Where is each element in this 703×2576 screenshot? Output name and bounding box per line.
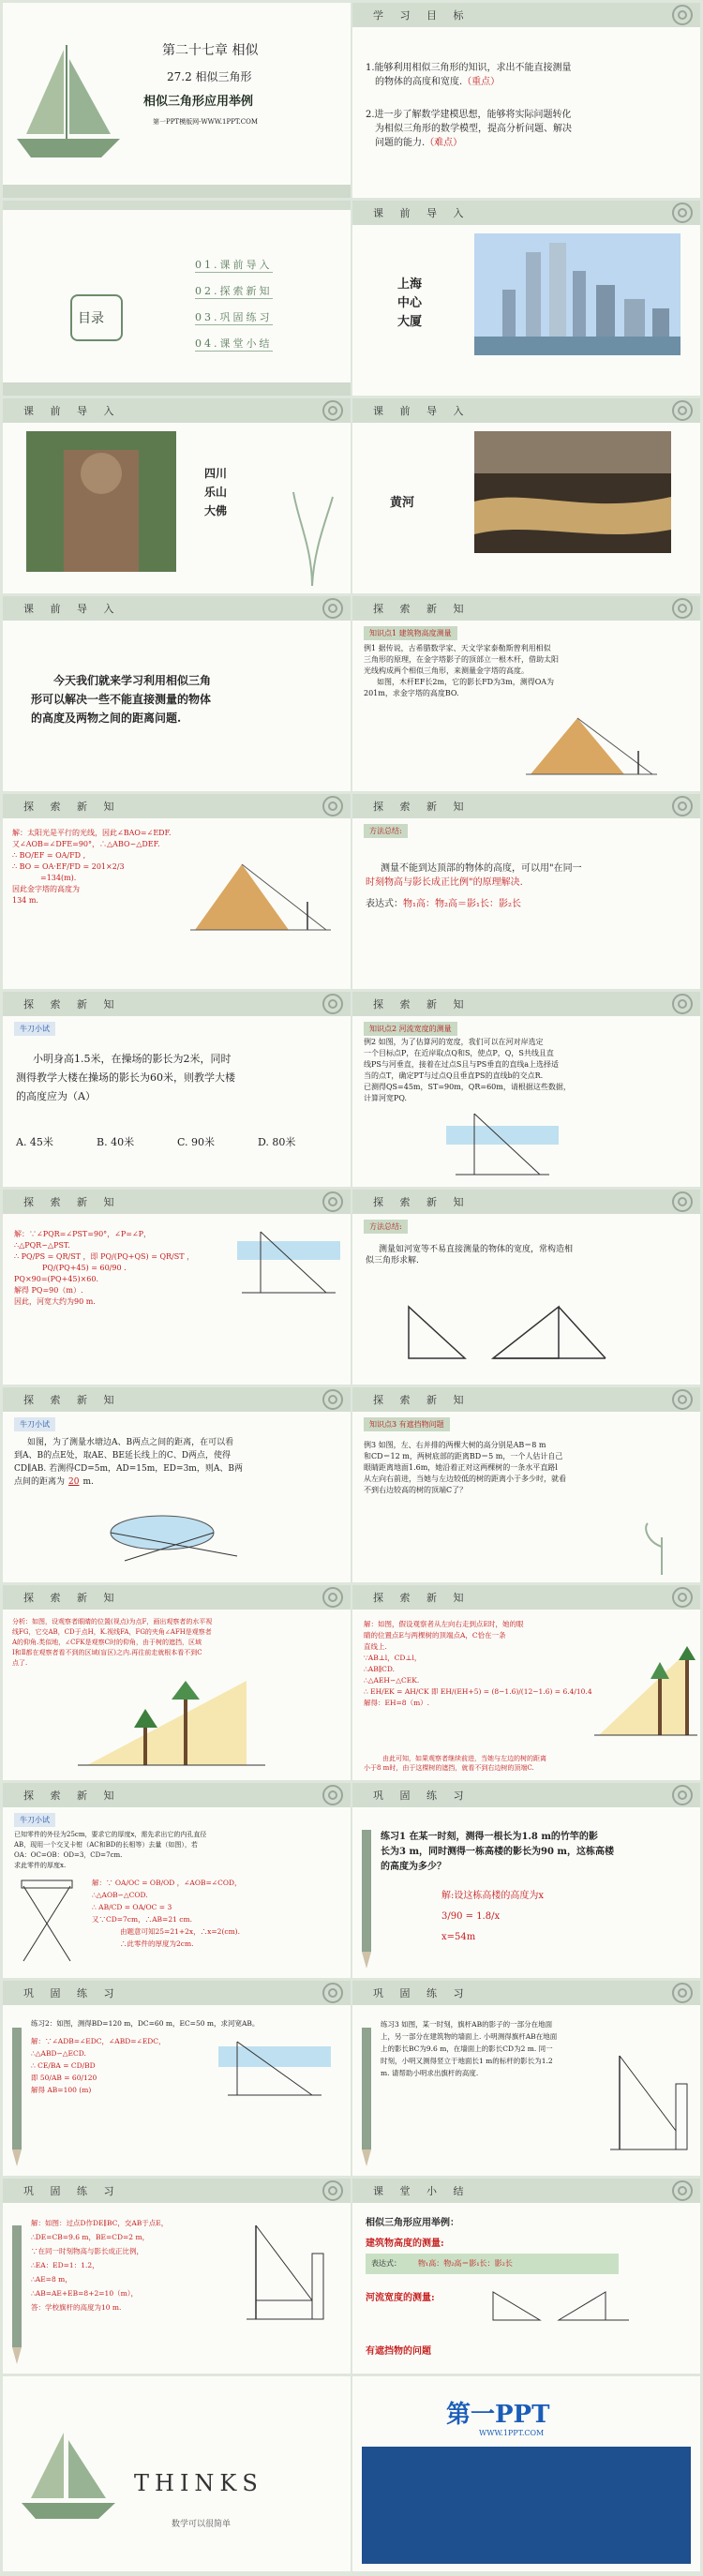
slide-header [3, 1981, 351, 2005]
slide-header [3, 1585, 351, 1610]
header-text: 探 索 新 知 [373, 998, 471, 1011]
slide-header [3, 596, 351, 621]
spiral-icon [672, 598, 693, 619]
solution-text [12, 828, 190, 906]
ex-line: 一个目标点P，在近岸取点Q和S，使点P，Q，S共线且直 [364, 1049, 554, 1057]
slide-ad [352, 2376, 700, 2571]
spiral-icon [672, 202, 693, 223]
ana-line: A的仰角.类似地，∠CFK是观察C时的仰角，由于树的遮挡，区域 [12, 1639, 202, 1646]
slide-header [3, 398, 351, 423]
caliper-diagram [14, 1877, 80, 1970]
river-image [474, 431, 671, 553]
header-text: 探 索 新 知 [23, 1196, 121, 1208]
intro-text [31, 671, 211, 727]
spiral-icon [322, 2180, 343, 2201]
quiz-line: 的高度应为（A） [16, 1090, 96, 1102]
method-line: 似三角形求解. [366, 1256, 419, 1266]
method-tag: 方法总结: [364, 1220, 408, 1234]
goal-2 [366, 108, 572, 150]
spiral-icon [322, 1983, 343, 2003]
ans-line: 解得 AB=100 (m) [31, 2086, 92, 2094]
slide-example-3 [352, 1387, 700, 1582]
knowledge-tag: 知识点1 建筑物高度测量 [364, 626, 457, 640]
footer-band [3, 185, 351, 198]
slide-header [3, 1190, 351, 1214]
spiral-icon [322, 1785, 343, 1805]
slide-toc [3, 201, 351, 396]
quiz-answer: 20 [68, 1477, 80, 1487]
quiz-text [16, 1050, 339, 1106]
triangles-diagram [399, 1293, 615, 1368]
header-text: 探 索 新 知 [23, 998, 121, 1011]
trees-diagram [78, 1671, 265, 1775]
goal-2-tag: （难点） [425, 138, 463, 148]
spiral-icon [322, 1389, 343, 1410]
ana-line: 线FG，它交AB，CD于点H，K.视线FA，FG的夹角∠AFH是观察者 [12, 1628, 212, 1636]
intro-line-a: 今天我们就来学习利用相似三角 [53, 674, 212, 687]
sol-line: 由题意可知25=21+2x，∴x=2(cm). [120, 1927, 240, 1936]
caption [397, 276, 422, 332]
prac-line: 长为3 m，同时测得一栋高楼的影长为90 m，这栋高楼 [381, 1847, 614, 1857]
caption-line: 乐山 [204, 486, 228, 499]
sol-line: 由此可知，如果观察者继续前进，当她与左边的树的距离 [382, 1755, 546, 1762]
practice-text: 练习2：如图，测得BD=120 m，DC=60 m，EC=50 m，求河宽AB。 [31, 2019, 260, 2028]
quiz-line: AB，现用一个交叉卡钳（AC和BD的长相等）去量（如图），若 [14, 1841, 198, 1849]
sol-line: 因此，河宽大约为90 m. [14, 1297, 96, 1306]
quiz-unit: m. [82, 1477, 94, 1487]
slide-header [352, 1981, 700, 2005]
solution-text [364, 1619, 598, 1709]
quiz-line: 到A、B的点E处，取AE、BE延长线上的C、D两点，使得 [14, 1451, 232, 1460]
slide-intro-buddha [3, 398, 351, 593]
intro-line-c: 的高度及两物之间的距离问题. [31, 711, 182, 725]
expr-label: 表达式： [366, 899, 403, 909]
goal-1-b: 的物体的高度和宽度. [375, 77, 463, 87]
slide-header [352, 3, 700, 27]
slide-quiz-1 [3, 992, 351, 1187]
header-text: 巩 固 练 习 [373, 1987, 471, 1999]
ex-line: 例1 据传说，古希腊数学家、天文学家泰勒斯曾利用相似 [364, 644, 551, 652]
practice-answer [441, 1886, 544, 1948]
header-text: 探 索 新 知 [23, 1592, 121, 1604]
sol-line: 解：如图，假设观察者从左向右走到点E时，她的眼 [364, 1620, 524, 1628]
header-text: 探 索 新 知 [373, 603, 471, 615]
sol-line: 睛的位置点E与两棵树的顶端点A，C恰在一条 [364, 1631, 506, 1640]
prac-line: 的高度为多少？ [381, 1862, 446, 1872]
sol-line: 又∵CD=7cm，∴AB=21 cm. [92, 1915, 192, 1924]
pond-diagram [106, 1505, 247, 1570]
toc-item-3: 03.巩固练习 [195, 311, 273, 323]
quiz-line: CD∥AB. 若测得CD=5m，AD=15m，ED=3m，则A、B两 [14, 1464, 243, 1474]
plant-icon [284, 483, 340, 586]
river-diagram [218, 2037, 331, 2103]
slide-goals [352, 3, 700, 198]
sol-line: ∴AB=AE+EB=8+2=10（m）， [31, 2289, 138, 2298]
slide-header [352, 794, 700, 818]
ans-line: ∴△ABD∽△ECD. [31, 2049, 86, 2058]
ex-line: 已测得QS=45m，ST=90m，QR=60m，请根据这些数据， [364, 1083, 571, 1091]
ex-line: 眼睛距离地面1.6m，她沿着正对这两棵树的一条水平直路l [364, 1463, 558, 1472]
skyline-image [474, 233, 681, 355]
intro-line-b: 形可以解决一些不能直接测量的物体 [31, 693, 212, 706]
practice-text [381, 1830, 690, 1875]
sol-line: 解：∵∠PQR=∠PST=90°，∠P=∠P， [14, 1230, 152, 1238]
ans-line: ∴ CE/BA = CD/BD [31, 2061, 96, 2070]
header-text: 探 索 新 知 [373, 1196, 471, 1208]
sol-line: 解得 PQ=90（m）. [14, 1286, 83, 1295]
knowledge-tag: 知识点2 河流宽度的测量 [364, 1022, 457, 1036]
ex-line: 不到右边较高的树的顶端C了？ [364, 1486, 468, 1494]
summary-expr: 物₁高：物₂高＝影₁长：影₂长 [418, 2259, 513, 2268]
sailboat-icon [7, 40, 129, 181]
caption-line: 四川 [204, 467, 228, 480]
footer-band [3, 382, 351, 396]
river-diagram [237, 1227, 340, 1302]
spiral-icon [672, 400, 693, 421]
ana-line: 点了. [12, 1659, 28, 1667]
section-title: 27.2 相似三角形 [167, 70, 252, 83]
example-text [364, 1440, 692, 1496]
quiz-line: 求此零件的厚度x. [14, 1862, 67, 1869]
quiz-line: OA：OC=OB：OD=3，CD=7cm. [14, 1851, 123, 1859]
prac-line: 时刻，小明又测得竖立于地面长1 m的标杆的影长为1.2 [381, 2057, 553, 2065]
brand-logo: 第一PPT [446, 2401, 550, 2429]
goal-1-tag: （重点） [462, 77, 501, 87]
prac-line: 练习3 如图，某一时刻，旗杆AB的影子的一部分在地面 [381, 2020, 553, 2029]
pencil-icon [8, 2216, 25, 2366]
header-text: 学 习 目 标 [373, 9, 471, 22]
sol-line: ∴ BO = OA·EF/FD = 201×2/3 [12, 862, 125, 871]
conclusion-text [364, 1754, 692, 1773]
slide-practice-3 [352, 1981, 700, 2176]
toc-label: 目录 [78, 311, 104, 326]
sol-line: 小于8 m时，由于这棵树的遮挡，就看不到右边树的顶端C. [364, 1764, 534, 1772]
sol-line: ∴此零件的厚度为2cm. [120, 1939, 194, 1948]
slide-analysis-3 [3, 1585, 351, 1780]
toc-item-1: 01.课前导入 [195, 259, 273, 271]
slide-title [3, 3, 351, 198]
example-text [364, 1037, 692, 1104]
slide-practice-3-solution [3, 2179, 351, 2374]
header-text: 巩 固 练 习 [373, 1790, 471, 1802]
ana-line: Ⅰ和Ⅱ都在观察者看不到的区域(盲区)之内.再往前走就根本看不到C [12, 1649, 202, 1656]
goal-1-line-b [366, 75, 572, 89]
prac-line: 练习1 在某一时刻，测得一根长为1.8 m的竹竿的影 [381, 1832, 598, 1842]
chapter-title: 第二十七章 相似 [162, 43, 259, 58]
tree-icon [634, 1519, 690, 1575]
header-text: 探 索 新 知 [373, 801, 471, 813]
goal-2-line-c [366, 136, 572, 150]
sol-line: ∴△AOB∽△COD. [92, 1891, 148, 1899]
prac-line: m. 请帮助小明求出旗杆的高度. [381, 2069, 479, 2077]
sol-line: 解：如图：过点D作DE∥BC，交AB于点E， [31, 2219, 169, 2227]
option-c[interactable]: C. 90米 [177, 1136, 216, 1148]
spiral-icon [322, 598, 343, 619]
prac-line: 上，另一部分在建筑物的墙面上. 小明测得旗杆AB在地面 [381, 2032, 558, 2041]
slide-header [352, 398, 700, 423]
ans-line: x=54m [441, 1932, 476, 1942]
solution-text [92, 1877, 336, 1950]
sol-line: PQ×90=(PQ+45)×60. [14, 1275, 99, 1283]
river-diagram [446, 1109, 559, 1184]
solution-text [14, 1229, 220, 1308]
sol-line: ∴△PQR∽△PST. [14, 1241, 70, 1250]
sol-line: ∴ EH/EK = AH/CK 即 EH/(EH+5) = (8−1.6)/(12−1.6) = 6.4/10.4 [364, 1687, 592, 1696]
quiz-tag: 牛刀小试 [14, 1417, 55, 1431]
slide-solution-1 [3, 794, 351, 989]
buddha-image [26, 431, 176, 572]
slide-header [352, 596, 700, 621]
ans-line: 解：∵∠ADB=∠EDC，∠ABD=∠EDC， [31, 2037, 166, 2045]
ex-line: 线PS与河垂直，接着在过点S且与PS垂直的直线a上选择适 [364, 1060, 559, 1069]
pencil-icon [358, 2018, 375, 2168]
ex-line: 例2 如图，为了估算河的宽度，我们可以在河对岸选定 [364, 1038, 544, 1046]
header-text: 探 索 新 知 [373, 1394, 471, 1406]
ans-line: 即 50/AB = 60/120 [31, 2074, 97, 2082]
sol-line: ∴ PQ/PS = QR/ST ，即 PQ/(PQ+QS) = QR/ST ， [14, 1252, 195, 1261]
slide-solution-2 [3, 1190, 351, 1385]
slide-header [352, 1190, 700, 1214]
ex-line: 和CD＝12 m，两树底部的距离BD＝5 m，一个人估计自己 [364, 1452, 563, 1460]
pencil-icon [358, 1820, 375, 1970]
slide-header [352, 1387, 700, 1412]
header-text: 课 前 导 入 [23, 405, 121, 417]
quiz-line: 已知零件的外径为25cm，要求它的厚度x，需先求出它的内孔直径 [14, 1831, 207, 1838]
page-title: 相似三角形应用举例 [143, 95, 254, 109]
method-tag: 方法总结: [364, 824, 408, 838]
slide-solution-3 [352, 1585, 700, 1780]
goal-2-line-b: 为相似三角形的数学模型，提高分析问题、解决 [375, 124, 572, 134]
sol-line: ∵AB⊥l，CD⊥l， [364, 1654, 422, 1662]
header-text: 探 索 新 知 [373, 1592, 471, 1604]
header-text: 探 索 新 知 [23, 1790, 121, 1802]
ex-line: 如图，木杆EF长2m，它的影长FD为3m，测得OA为 [377, 678, 555, 686]
ana-line: 分析：如图，设观察者眼睛的位置(视点)为点F，画出观察者的水平视 [12, 1618, 213, 1625]
sol-line: PQ/(PQ+45) = 60/90 . [42, 1264, 127, 1272]
example-text [364, 643, 692, 699]
method-line: 测量如河宽等不易直接测量的物体的宽度，常构造相 [379, 1245, 574, 1254]
sol-line: ∴EA：ED=1：1.2， [31, 2261, 99, 2269]
slide-header [3, 992, 351, 1016]
header-text: 课 前 导 入 [23, 603, 121, 615]
slide-summary [352, 2179, 700, 2374]
practice-text [381, 2018, 596, 2079]
header-text: 课 堂 小 结 [373, 2185, 471, 2197]
analysis-text [12, 1617, 345, 1669]
header-text: 巩 固 练 习 [23, 2185, 121, 2197]
option-b[interactable]: B. 40米 [97, 1136, 135, 1148]
ex-line: 光线构成两个相似三角形，来测量金字塔的高度。 [364, 666, 529, 675]
link-panel [362, 2447, 691, 2564]
goal-1-line-a: 1.能够利用相似三角形的知识，求出不能直接测量 [366, 63, 572, 73]
spiral-icon [672, 1983, 693, 2003]
method-line: 测量不能到达顶部的物体的高度，可以用"在同一 [381, 863, 582, 874]
sol-line: ∵在同一时刻物高与影长成正比例， [31, 2247, 143, 2255]
slide-intro-river [352, 398, 700, 593]
thanks-subtitle: 数学可以很简单 [172, 2520, 232, 2529]
ex-line: 例3 如图，左、右并排的两棵大树的高分别是AB＝8 m [364, 1441, 546, 1449]
sol-line: ∴DE=CB=9.6 m，BE=CD=2 m， [31, 2233, 150, 2241]
quiz-line: 如图，为了测量水塘边A、B两点之间的距离，在可以看 [27, 1438, 234, 1447]
ex-line: 计算河宽PQ. [364, 1094, 408, 1102]
spiral-icon [672, 5, 693, 25]
sol-line: ∴AE=8 m， [31, 2275, 72, 2284]
header-text: 探 索 新 知 [23, 1394, 121, 1406]
sol-line: 解：∵ OA/OC = OB/OD ，∠AOB=∠COD， [92, 1879, 242, 1887]
slide-example-1 [352, 596, 700, 791]
caption: 黄河 [390, 496, 415, 510]
slide-quiz-2 [3, 1387, 351, 1582]
goal-2-line-a: 2.进一步了解数学建模思想，能够将实际问题转化 [366, 110, 572, 120]
sol-line: 解：太阳光是平行的光线，因此∠BAO=∠EDF. [12, 829, 172, 837]
slide-header [352, 992, 700, 1016]
spiral-icon [322, 1191, 343, 1212]
caption-line: 大佛 [204, 504, 228, 517]
slide-header [3, 2179, 351, 2203]
caption-line: 大厦 [397, 315, 423, 329]
ex-line: 201m，求金字塔的高度BO. [364, 689, 459, 697]
spiral-icon [672, 2180, 693, 2201]
sol-line: =134(m). [40, 874, 77, 882]
slide-header [352, 1585, 700, 1610]
slide-header [352, 2179, 700, 2203]
header-text: 探 索 新 知 [23, 801, 121, 813]
sol-line: ∴ AB/CD = OA/OC = 3 [92, 1903, 172, 1911]
sailboat-icon [12, 2423, 125, 2536]
ex-line: 从左向右前进，当她与左边较低的树的距离小于多少时，就看 [364, 1475, 566, 1483]
header-text: 巩 固 练 习 [23, 1987, 121, 1999]
trees-diagram [594, 1641, 697, 1745]
caption-line: 上海 [397, 277, 423, 292]
slide-thanks [3, 2376, 351, 2571]
spiral-icon [672, 1389, 693, 1410]
slide-example-2 [352, 992, 700, 1187]
toc-item-4: 04.课堂小结 [195, 337, 273, 350]
prac-line: 上的影长BC为9.6 m，在墙面上的影长CD为2 m. 同一 [381, 2044, 553, 2053]
summary-expr-label: 表达式： [371, 2259, 401, 2268]
slide-practice-2 [3, 1981, 351, 2176]
ex-line: 当的点T，确定PT与过点Q且垂直PS的直线b的交点R. [364, 1071, 544, 1080]
slide-method-2 [352, 1190, 700, 1385]
spiral-icon [672, 1191, 693, 1212]
expr-formula: 物₁高：物₂高＝影₁长：影₂长 [403, 899, 522, 909]
spiral-icon [322, 796, 343, 816]
practice-answer [31, 2035, 218, 2096]
header-text: 课 前 导 入 [373, 207, 471, 219]
quiz-line-answer [14, 1475, 342, 1489]
spiral-icon [672, 1587, 693, 1608]
option-a[interactable]: A. 45米 [16, 1136, 53, 1148]
flagpole-diagram [237, 2216, 331, 2329]
spiral-icon [322, 400, 343, 421]
quiz-line-prefix: 点间的距离为 [14, 1477, 66, 1487]
sol-line: 134 m. [12, 896, 38, 905]
river-triangles [484, 2287, 634, 2325]
spiral-icon [322, 994, 343, 1014]
method-line: 时刻物高与影长成正比例"的原理解决. [366, 877, 523, 888]
spiral-icon [322, 1587, 343, 1608]
footer-text: 第一PPT模版网-WWW.1PPT.COM [153, 118, 259, 126]
solution-text [31, 2216, 237, 2314]
sol-line: 解得：EH=8（m）. [364, 1699, 430, 1707]
goal-2-c: 问题的能力. [375, 138, 426, 148]
pyramid-diagram [186, 850, 336, 944]
spiral-icon [672, 994, 693, 1014]
ans-line: 解:设这栋高楼的高度为x [441, 1891, 545, 1901]
sol-line: ∴ BO/EF = OA/FD , [12, 851, 86, 860]
sol-line: 因此金字塔的高度为 [12, 885, 80, 893]
method-expr [366, 897, 689, 911]
ans-line: 3/90 = 1.8/x [441, 1911, 501, 1922]
slide-header [352, 201, 700, 225]
flagpole-diagram [601, 2046, 695, 2159]
quiz-text [14, 1436, 342, 1489]
slide-header [3, 1783, 351, 1807]
sol-line: 又∠AOB=∠DFE=90°，∴△ABO∽△DEF. [12, 840, 160, 848]
slide-practice-1 [352, 1783, 700, 1978]
summary-title: 相似三角形应用举例： [366, 2218, 459, 2228]
option-d[interactable]: D. 80米 [258, 1136, 296, 1148]
slide-intro-shanghai [352, 201, 700, 396]
header-text: 课 前 导 入 [373, 405, 471, 417]
slide-header [352, 1783, 700, 1807]
quiz-text [14, 1830, 342, 1871]
summary-obstacle: 有遮挡物的问题 [366, 2346, 431, 2357]
pencil-icon [8, 2018, 25, 2168]
sol-line: ∴AB∥CD. [364, 1665, 396, 1673]
slide-header [3, 1387, 351, 1412]
sol-line: ∴△AEH∽△CEK. [364, 1676, 420, 1685]
pyramid-diagram [521, 709, 662, 784]
sol-line: 答：学校旗杆的高度为10 m. [31, 2303, 122, 2312]
slide-quiz-3 [3, 1783, 351, 1978]
quiz-line: 测得教学大楼在操场的影长为60米，则教学大楼 [16, 1071, 235, 1084]
summary-river: 河流宽度的测量: [366, 2293, 435, 2303]
slide-intro-text [3, 596, 351, 791]
goal-1 [366, 61, 572, 89]
sol-line: 直线上. [364, 1642, 387, 1651]
slide-header [3, 201, 351, 210]
method-text [366, 1244, 684, 1266]
thanks-word: THINKS [134, 2470, 263, 2496]
caption [204, 464, 227, 520]
spiral-icon [672, 796, 693, 816]
ex-line: 三角形的原理，在金字塔影子的顶部立一根木杆，借助太阳 [364, 655, 559, 664]
slide-header [3, 794, 351, 818]
caption-line: 中心 [397, 296, 423, 310]
slide-method-1 [352, 794, 700, 989]
quiz-tag: 牛刀小试 [14, 1813, 55, 1827]
toc-item-2: 02.探索新知 [195, 285, 273, 297]
quiz-tag: 牛刀小试 [14, 1022, 55, 1036]
knowledge-tag: 知识点3 有遮挡物问题 [364, 1417, 450, 1431]
spiral-icon [672, 1785, 693, 1805]
method-text [366, 861, 689, 911]
summary-building: 建筑物高度的测量: [366, 2239, 444, 2249]
quiz-line: 小明身高1.5米，在操场的影长为2米，同时 [33, 1053, 232, 1065]
brand-url: WWW.1PPT.COM [479, 2429, 545, 2437]
